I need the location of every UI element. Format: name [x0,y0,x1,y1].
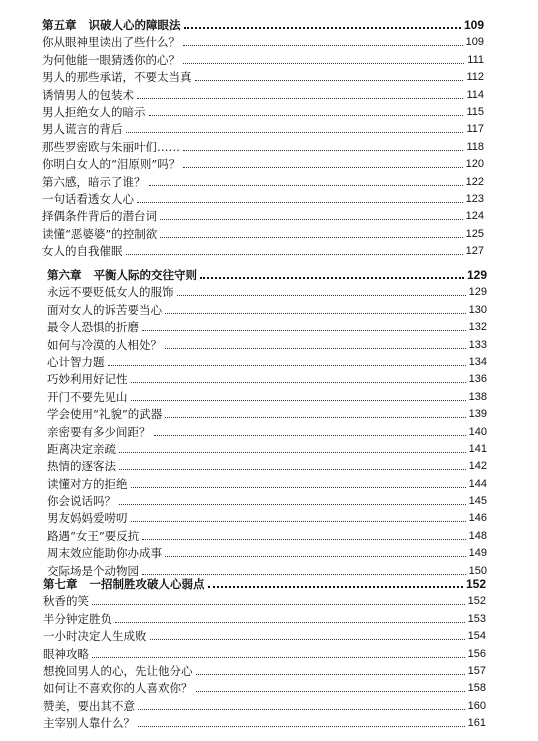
dot-leader [126,254,463,255]
dot-leader [92,657,465,658]
dot-leader [149,185,463,186]
toc-entry[interactable] [42,67,484,84]
toc-entry-title: 面对女人的诉苦要当心 [47,302,162,317]
toc-entry-page: 156 [467,647,486,660]
toc-entry-page: 160 [467,699,486,712]
toc-entry[interactable] [47,317,487,334]
toc-entry[interactable] [42,32,484,49]
toc-entry-title: 你会说话吗？ [47,494,116,509]
toc-entry-page: 141 [468,442,487,455]
dot-leader [183,63,464,64]
toc-entry-page: 157 [467,664,486,677]
toc-entry-title: 心计智力题 [47,354,105,369]
toc-entry-title: 男人的那些承诺，不要太当真 [42,70,192,85]
dot-leader [92,604,465,605]
dot-leader [131,400,466,401]
toc-entry[interactable] [47,439,487,456]
chapter-section [42,14,484,258]
toc-entry-title: 距离决定亲疏 [47,441,116,456]
dot-leader [119,469,466,470]
toc-entry-page: 139 [468,408,487,421]
chapter-page-number: 152 [465,577,486,591]
dot-leader [131,521,466,522]
toc-entry-page: 145 [468,495,487,508]
toc-entry-page: 154 [467,630,486,643]
toc-entry-page: 117 [466,123,484,136]
toc-entry[interactable] [47,282,487,299]
toc-entry[interactable] [43,643,486,660]
toc-entry-page: 152 [467,595,486,608]
toc-entry-page: 124 [465,210,484,223]
toc-entry[interactable] [47,508,487,525]
toc-entry[interactable] [43,713,486,730]
chapter-number: 第六章 [47,268,82,282]
toc-entry-title: 赞美，要出其不意 [43,698,135,713]
chapter-heading-text [42,18,181,32]
toc-entry-title: 那些罗密欧与朱丽叶们…… [42,139,180,154]
dot-leader [160,237,462,238]
toc-entry-page: 120 [465,158,484,171]
dot-leader [138,709,465,710]
toc-entry-title: 男人谎言的背后 [42,122,123,137]
chapter-number: 第七章 [43,577,78,591]
toc-entry[interactable] [47,473,487,490]
dot-leader [177,295,466,296]
dot-leader [131,487,466,488]
toc-entry[interactable] [47,404,487,421]
chapter-heading-text [43,577,205,591]
toc-entry[interactable] [47,525,487,542]
toc-entry[interactable] [43,661,486,678]
toc-entry-page: 149 [468,547,487,560]
toc-entry-title: 永远不要贬低女人的服饰 [47,285,174,300]
toc-entry-title: 读懂对方的拒绝 [47,476,128,491]
toc-entry-title: 一小时决定人生成败 [43,629,147,644]
dot-leader [183,167,462,168]
dot-leader [108,365,466,366]
toc-entry-title: 学会使用“礼貌”的武器 [47,407,163,422]
toc-entry-page: 123 [465,192,484,205]
toc-entry-title: 如何让不喜欢你的人喜欢你？ [43,681,193,696]
toc-entry[interactable] [42,136,484,153]
toc-entry[interactable] [47,369,487,386]
chapter-title: 平衡人际的交往守则 [93,268,197,282]
chapter-section [47,264,487,578]
toc-entry-page: 115 [466,105,484,118]
dot-leader [183,150,463,151]
toc-entry-title: 路遇“女王”要反抗 [47,528,140,543]
toc-entry-page: 150 [468,564,487,577]
toc-entry-title: 择偶条件背后的潜台词 [42,209,157,224]
toc-entry[interactable] [42,223,484,240]
toc-entry[interactable] [47,386,487,403]
toc-entry-page: 146 [468,512,487,525]
toc-entry[interactable] [42,171,484,188]
toc-entry-title: 秋香的笑 [43,594,89,609]
toc-entry[interactable] [47,352,487,369]
toc-entry[interactable] [43,608,486,625]
chapter-heading[interactable] [43,573,486,591]
toc-entry[interactable] [42,189,484,206]
toc-entry-page: 158 [467,682,486,695]
toc-entry-title: 男友妈妈爱唠叨 [47,511,128,526]
dot-leader [131,382,466,383]
toc-entry[interactable] [42,84,484,101]
toc-entry-page: 111 [467,53,484,66]
dot-leader [195,80,464,81]
toc-entry[interactable] [47,421,487,438]
dot-leader [119,504,466,505]
toc-entry-title: 想挽回男人的心，先让他分心 [43,663,193,678]
chapter-heading-text [47,268,197,282]
toc-entry-title: 你从眼神里读出了些什么？ [42,35,180,50]
toc-entry-page: 133 [468,338,487,351]
toc-entry-page: 142 [468,460,487,473]
dot-leader [208,586,463,588]
toc-entry-title: 周末效应能助你办成事 [47,546,162,561]
toc-entry-title: 主宰别人靠什么？ [43,716,135,731]
dot-leader [183,45,463,46]
toc-entry-page: 153 [467,612,486,625]
dot-leader [165,313,466,314]
dot-leader [196,691,465,692]
chapter-page-number: 109 [463,18,484,32]
toc-entry[interactable] [42,102,484,119]
toc-entry[interactable] [43,591,486,608]
toc-entry-page: 136 [468,373,487,386]
toc-entry[interactable] [42,154,484,171]
toc-entry[interactable] [42,119,484,136]
toc-entry-page: 127 [465,245,484,258]
toc-entry-title: 读懂“恶婆婆”的控制欲 [42,226,158,241]
dot-leader [126,132,464,133]
toc-entry-title: 亲密要有多少间距？ [47,424,151,439]
dot-leader [196,674,465,675]
dot-leader [200,277,464,279]
toc-entry-title: 诱情男人的包装术 [42,87,134,102]
toc-entry-page: 109 [465,36,484,49]
toc-entry-page: 132 [468,321,487,334]
chapter-number: 第五章 [42,18,77,32]
toc-entry[interactable] [42,49,484,66]
toc-entry-title: 交际场是个动物园 [47,563,139,578]
toc-entry[interactable] [47,299,487,316]
toc-entry[interactable] [42,206,484,223]
dot-leader [154,435,466,436]
toc-entry-page: 114 [466,88,484,101]
toc-entry-title: 眼神攻略 [43,646,89,661]
dot-leader [115,622,465,623]
dot-leader [150,639,465,640]
toc-entry-page: 129 [468,286,487,299]
toc-entry-title: 半分钟定胜负 [43,611,112,626]
toc-entry-page: 122 [465,175,484,188]
toc-entry-title: 女人的自我催眠 [42,244,123,259]
dot-leader [137,202,463,203]
toc-entry-title: 第六感，暗示了谁？ [42,174,146,189]
chapter-page-number: 129 [466,268,487,282]
dot-leader [165,417,465,418]
toc-entry-page: 125 [465,227,484,240]
toc-entry[interactable] [43,626,486,643]
toc-entry-page: 134 [468,355,487,368]
toc-entry-title: 男人拒绝女人的暗示 [42,104,146,119]
toc-entry-page: 138 [468,390,487,403]
dot-leader [142,539,465,540]
dot-leader [137,98,463,99]
dot-leader [165,348,466,349]
dot-leader [149,115,464,116]
chapter-heading[interactable] [47,264,487,282]
dot-leader [184,27,461,29]
chapter-title: 一招制胜攻破人心弱点 [89,577,205,591]
toc-entry-page: 112 [466,71,484,84]
toc-entry-title: 如何与冷漠的人相处？ [47,337,162,352]
toc-entry-page: 140 [468,425,487,438]
dot-leader [142,330,466,331]
toc-entry[interactable] [47,456,487,473]
toc-entry[interactable] [42,241,484,258]
dot-leader [165,556,466,557]
dot-leader [138,726,465,727]
toc-entry-page: 144 [468,477,487,490]
chapter-heading[interactable] [42,14,484,32]
toc-entry-page: 161 [467,717,486,730]
chapter-section [43,573,486,730]
toc-entry[interactable] [47,334,487,351]
toc-entry-title: 一句话看透女人心 [42,191,134,206]
dot-leader [119,452,466,453]
toc-entry-page: 118 [466,140,484,153]
dot-leader [160,219,463,220]
toc-entry[interactable] [43,695,486,712]
toc-entry-page: 130 [468,303,487,316]
toc-entry-title: 热情的逐客法 [47,459,116,474]
toc-entry-title: 开门不要先见山 [47,389,128,404]
toc-entry[interactable] [43,678,486,695]
chapter-title: 识破人心的障眼法 [88,18,181,32]
toc-entry-title: 为何他能一眼猜透你的心？ [42,52,180,67]
toc-entry[interactable] [47,543,487,560]
toc-entry-title: 巧妙利用好记性 [47,372,128,387]
toc-entry-title: 你明白女人的“泪原则”吗？ [42,157,181,172]
toc-entry[interactable] [47,491,487,508]
toc-entry-title: 最令人恐惧的折磨 [47,320,139,335]
toc-entry-page: 148 [468,529,487,542]
